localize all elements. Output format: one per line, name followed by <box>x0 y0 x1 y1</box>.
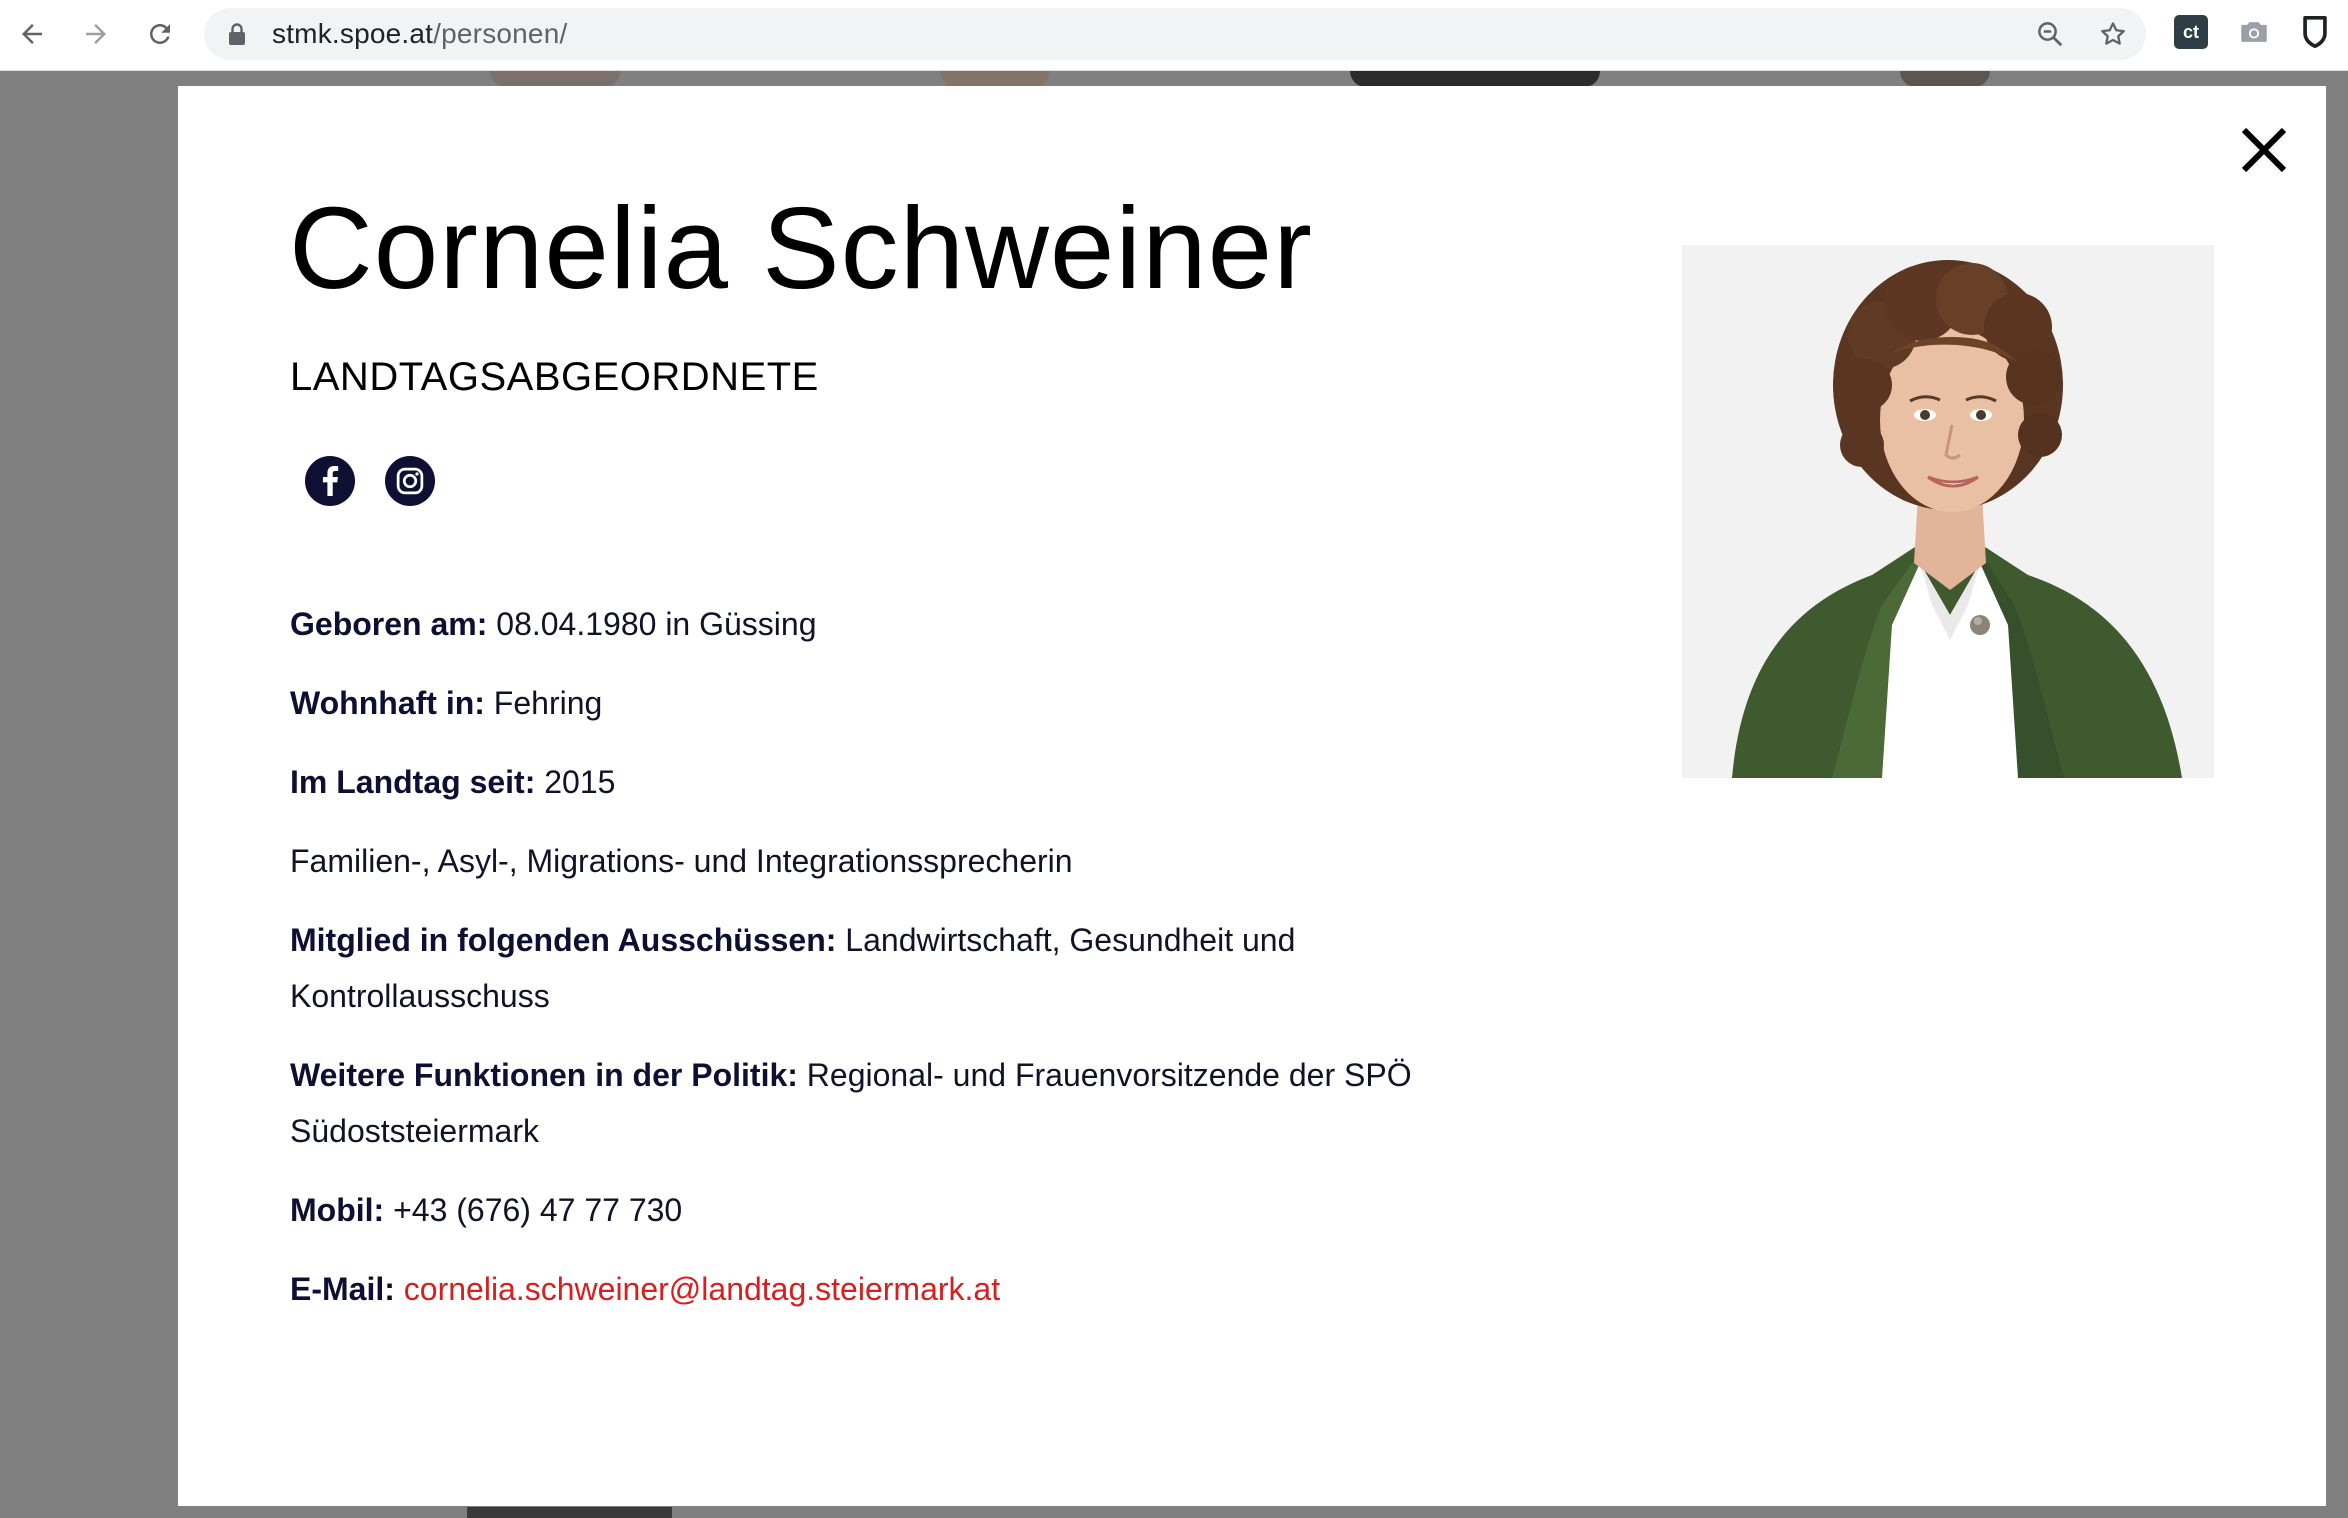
detail-mobile <box>290 1182 1530 1238</box>
extension-ct-label: ct <box>2182 21 2199 42</box>
detail-birth-value: 08.04.1980 in Güssing <box>487 606 817 642</box>
detail-mobile-value: +43 (676) 47 77 730 <box>384 1192 683 1228</box>
detail-functions <box>290 1047 1530 1159</box>
bookmark-button[interactable] <box>2095 16 2131 52</box>
instagram-icon <box>395 466 425 496</box>
detail-functions-label: Weitere Funktionen in der Politik: <box>290 1057 798 1093</box>
reload-button[interactable] <box>137 11 183 57</box>
background-portrait-1 <box>490 71 620 87</box>
detail-birth <box>290 596 1530 652</box>
detail-committees-value: Landwirtschaft, Gesundheit und Kontrollausschuss <box>290 922 1296 1014</box>
lock-icon <box>228 22 246 46</box>
arrow-right-icon <box>81 19 111 49</box>
address-bar[interactable] <box>204 8 2146 60</box>
facebook-icon <box>319 466 341 496</box>
shield-icon <box>2300 15 2330 49</box>
detail-residence <box>290 675 1530 731</box>
person-details <box>290 596 1530 1340</box>
star-icon <box>2098 19 2128 49</box>
detail-birth-label: Geboren am: <box>290 606 488 642</box>
forward-button[interactable] <box>73 11 119 57</box>
detail-mobile-label: Mobil: <box>290 1192 385 1228</box>
url-domain: stmk.spoe.at <box>272 18 434 49</box>
detail-email-label: E-Mail: <box>290 1271 395 1307</box>
detail-residence-value: Fehring <box>484 685 603 721</box>
person-name: Cornelia Schweiner <box>289 183 1313 313</box>
background-portrait-2 <box>940 71 1050 87</box>
portrait-illustration <box>1682 245 2214 778</box>
email-link[interactable]: cornelia.schweiner@landtag.steiermark.at <box>403 1271 1001 1307</box>
detail-email <box>290 1261 1530 1317</box>
detail-committees <box>290 912 1530 1024</box>
arrow-left-icon <box>17 19 47 49</box>
shield-extension-button[interactable] <box>2300 15 2330 54</box>
zoom-button[interactable] <box>2032 16 2068 52</box>
close-button[interactable] <box>2236 122 2292 178</box>
background-portrait-4 <box>1900 71 1990 87</box>
detail-residence-label: Wohnhaft in: <box>290 685 485 721</box>
detail-landtag <box>290 754 1530 810</box>
person-role: LANDTAGSABGEORDNETE <box>290 355 819 399</box>
camera-icon <box>2237 15 2271 49</box>
person-portrait-photo <box>1682 245 2214 778</box>
background-page-fragment <box>467 1507 672 1518</box>
extension-ct-button[interactable] <box>2174 15 2208 49</box>
background-portrait-3 <box>1350 71 1600 87</box>
detail-landtag-label: Im Landtag seit: <box>290 764 536 800</box>
reload-icon <box>145 19 175 49</box>
detail-functions-value: Regional- und Frauenvorsitzende der SPÖ Südoststeiermark <box>290 1057 1412 1149</box>
close-icon <box>2236 122 2292 178</box>
browser-toolbar <box>0 0 2348 71</box>
detail-committees-label: Mitglied in folgenden Ausschüssen: <box>290 922 837 958</box>
detail-landtag-value: 2015 <box>535 764 616 800</box>
zoom-out-icon <box>2035 19 2065 49</box>
url-path: /personen/ <box>433 18 568 49</box>
instagram-link[interactable] <box>385 456 435 506</box>
back-button[interactable] <box>9 11 55 57</box>
detail-spokesperson: Familien-, Asyl-, Migrations- und Integrationssprecherin <box>290 843 1073 879</box>
url-text <box>272 8 567 60</box>
screenshot-extension-button[interactable] <box>2237 15 2271 54</box>
facebook-link[interactable] <box>305 456 355 506</box>
